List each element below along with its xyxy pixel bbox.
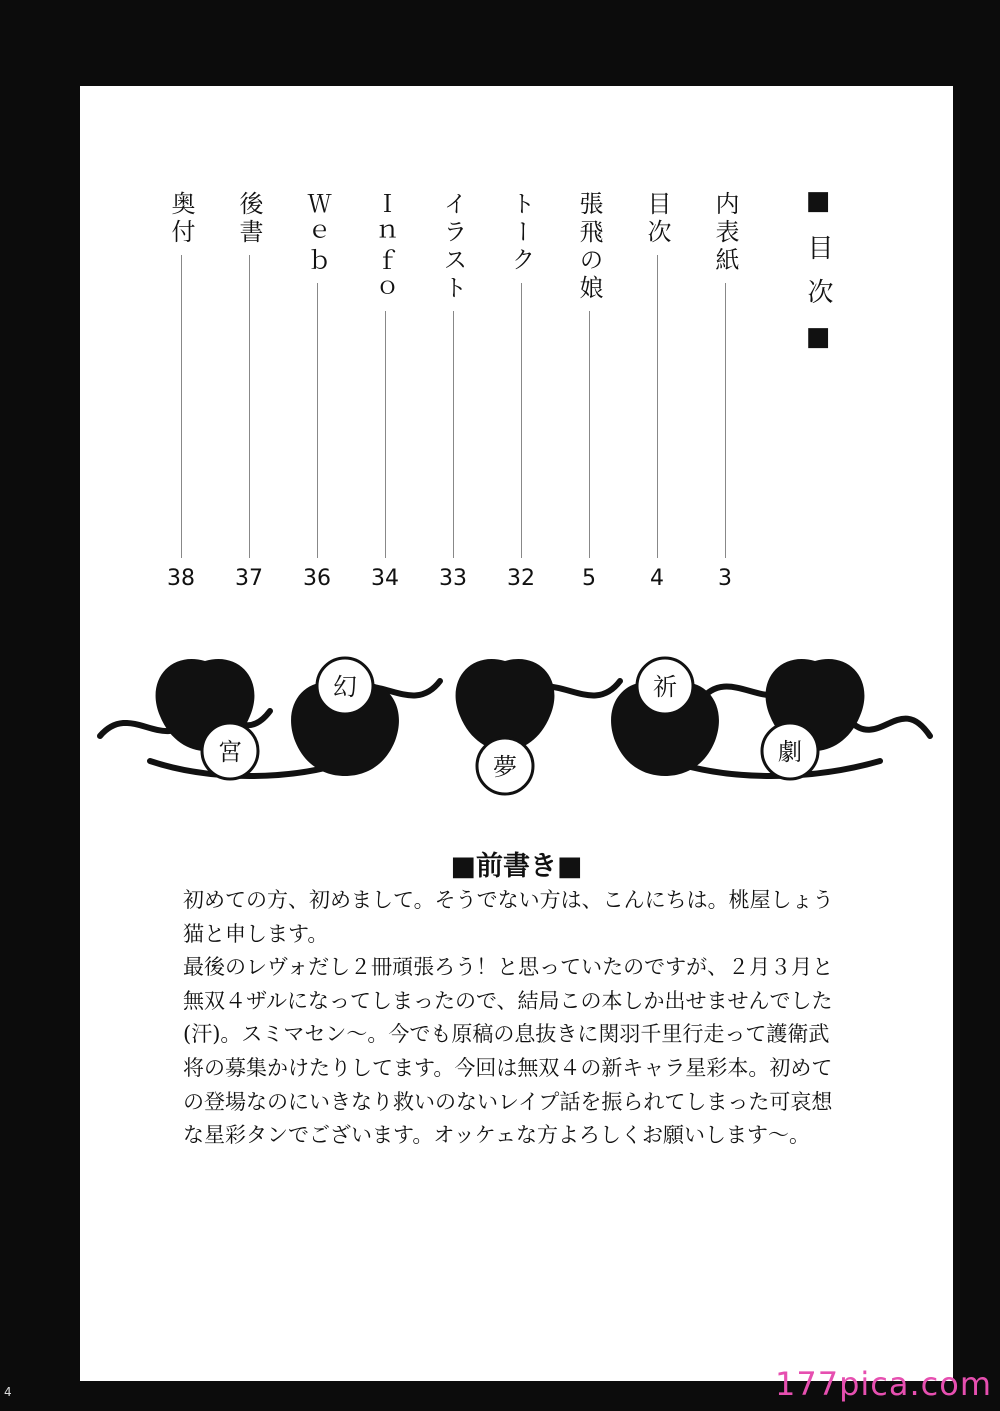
toc-leader-line [181, 255, 182, 558]
toc-entry-page: 3 [718, 566, 732, 591]
toc-leader-line [589, 311, 590, 558]
toc-entry-page: 32 [507, 566, 535, 591]
preface-paragraph: 最後のレヴォだし２冊頑張ろう！と思っていたのですが、２月３月と無双４ザルになってしまったので、結局この本しか出せませんでした(汗)。スミマセン～。今でも原稿の息抜きに関羽千里行走って護衛武将の募集かけたりしてます。今回は無双４の新キャラ星彩本。初めての登場なのにいきなり救いのないレイプ話を振られてしまった可哀想な星彩タンでございます。オッケェな方よろしくお願いします～。 [183, 955, 834, 1148]
toc-leader-line [249, 255, 250, 558]
toc-entry-label: 後書 [235, 191, 263, 247]
toc-entry-label: Ｗｅｂ [303, 191, 331, 275]
toc-entry-page: 33 [439, 566, 467, 591]
document-page [80, 86, 953, 1381]
toc-entry-label: トーク [507, 191, 535, 275]
toc-entry-page: 5 [582, 566, 596, 591]
toc-entry-page: 36 [303, 566, 331, 591]
medallion-label: 劇 [778, 738, 802, 766]
medallion-label: 祈 [653, 673, 677, 701]
toc-title: ■目次■ [803, 186, 833, 370]
toc-entry-label: イラスト [439, 191, 467, 303]
toc-leader-line [657, 255, 658, 558]
toc-entry-label: Ｉｎｆｏ [371, 191, 399, 303]
medallion-label: 幻 [333, 673, 357, 701]
toc-leader-line [317, 283, 318, 558]
medallion-label: 夢 [493, 753, 517, 781]
page-number: 4 [4, 1385, 12, 1399]
toc-entry-page: 34 [371, 566, 399, 591]
toc-entry-label: 目次 [643, 191, 671, 247]
medallion-label: 宮 [218, 738, 242, 766]
preface-title: ■前書き■ [450, 851, 583, 882]
toc-entry-label: 張飛の娘 [575, 191, 603, 303]
toc-entry-label: 内表紙 [711, 191, 739, 275]
toc-leader-line [521, 283, 522, 558]
preface-body [183, 884, 848, 1153]
toc-leader-line [725, 283, 726, 558]
ornamental-border [90, 641, 940, 796]
toc-entry-page: 38 [167, 566, 195, 591]
toc-leader-line [385, 311, 386, 558]
toc-entry-page: 37 [235, 566, 263, 591]
toc-entry-label: 奥付 [167, 191, 195, 247]
toc-entry-page: 4 [650, 566, 664, 591]
toc-leader-line [453, 311, 454, 558]
watermark: 177pica.com [775, 1365, 992, 1403]
preface-paragraph: 初めての方、初めまして。そうでない方は、こんにちは。桃屋しょう猫と申します。 [183, 888, 834, 946]
